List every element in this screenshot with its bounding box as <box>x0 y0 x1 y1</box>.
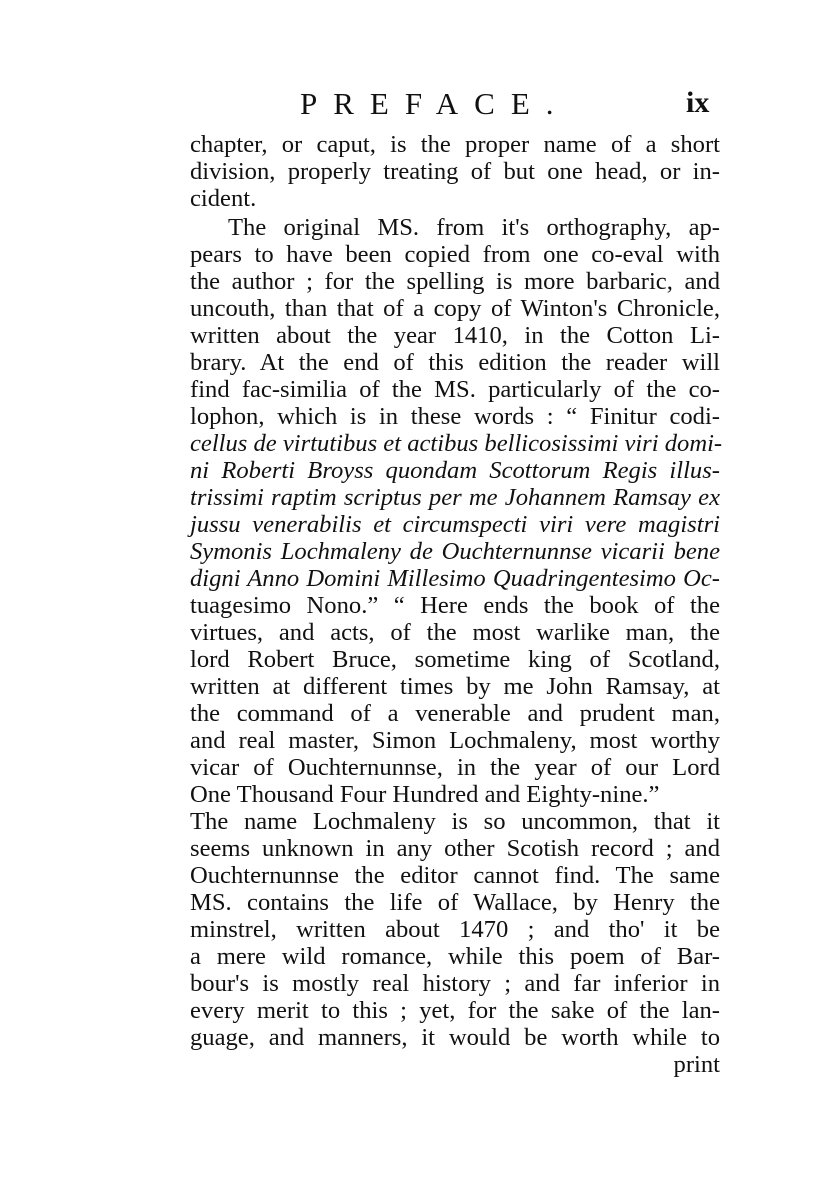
text-line: tuagesimo Nono.” “ Here ends the book of the <box>190 592 720 619</box>
text-line: Symonis Lochmaleny de Ouchternunnse vicarii bene <box>190 538 720 565</box>
text-line: digni Anno Domini Millesimo Quadringentesimo Oc- <box>190 565 720 592</box>
text-line: bour's is mostly real history ; and far inferior in <box>190 970 720 997</box>
text-line: lord Robert Bruce, sometime king of Scotland, <box>190 646 720 673</box>
text-line: cellus de virtutibus et actibus bellicosissimi viri domi- <box>190 430 723 457</box>
text-line: division, properly treating of but one head, or in- <box>190 158 720 185</box>
text-line: written about the year 1410, in the Cotton Li- <box>190 322 720 349</box>
text-line: chapter, or caput, is the proper name of a short <box>190 131 720 158</box>
text-line: and real master, Simon Lochmaleny, most worthy <box>190 727 720 754</box>
running-head <box>0 86 840 126</box>
text-line: seems unknown in any other Scotish record ; and <box>190 835 720 862</box>
text-line: uncouth, than that of a copy of Winton's Chronicle, <box>190 295 720 322</box>
text-line: the command of a venerable and prudent man, <box>190 700 720 727</box>
text-line: virtues, and acts, of the most warlike man, the <box>190 619 720 646</box>
text-line: guage, and manners, it would be worth while to <box>190 1024 720 1051</box>
text-line: jussu venerabilis et circumspecti viri vere magistri <box>190 511 720 538</box>
text-line: written at different times by me John Ramsay, at <box>190 673 720 700</box>
running-title: PREFACE. <box>300 86 570 121</box>
text-line: the author ; for the spelling is more barbaric, and <box>190 268 720 295</box>
page-number: ix <box>686 86 710 119</box>
catchword: print <box>673 1051 720 1078</box>
text-line: ni Roberti Broyss quondam Scottorum Regis illus- <box>190 457 720 484</box>
text-line: pears to have been copied from one co-eval with <box>190 241 720 268</box>
text-line: trissimi raptim scriptus per me Johannem Ramsay ex <box>190 484 720 511</box>
text-line: The name Lochmaleny is so uncommon, that it <box>190 808 720 835</box>
text-line: vicar of Ouchternunnse, in the year of our Lord <box>190 754 720 781</box>
text-line: MS. contains the life of Wallace, by Henry the <box>190 889 720 916</box>
text-line: minstrel, written about 1470 ; and tho' it be <box>190 916 720 943</box>
text-line: find fac-similia of the MS. particularly of the co- <box>190 376 720 403</box>
text-line: cident. <box>190 185 257 212</box>
text-line: every merit to this ; yet, for the sake of the lan- <box>190 997 720 1024</box>
text-line: The original MS. from it's orthography, ap- <box>228 214 720 241</box>
text-line: One Thousand Four Hundred and Eighty-nine.” <box>190 781 660 808</box>
text-line: lophon, which is in these words : “ Finitur codi- <box>190 403 720 430</box>
text-line: a mere wild romance, while this poem of Bar- <box>190 943 720 970</box>
text-line: brary. At the end of this edition the reader will <box>190 349 720 376</box>
text-line: Ouchternunnse the editor cannot find. The same <box>190 862 720 889</box>
